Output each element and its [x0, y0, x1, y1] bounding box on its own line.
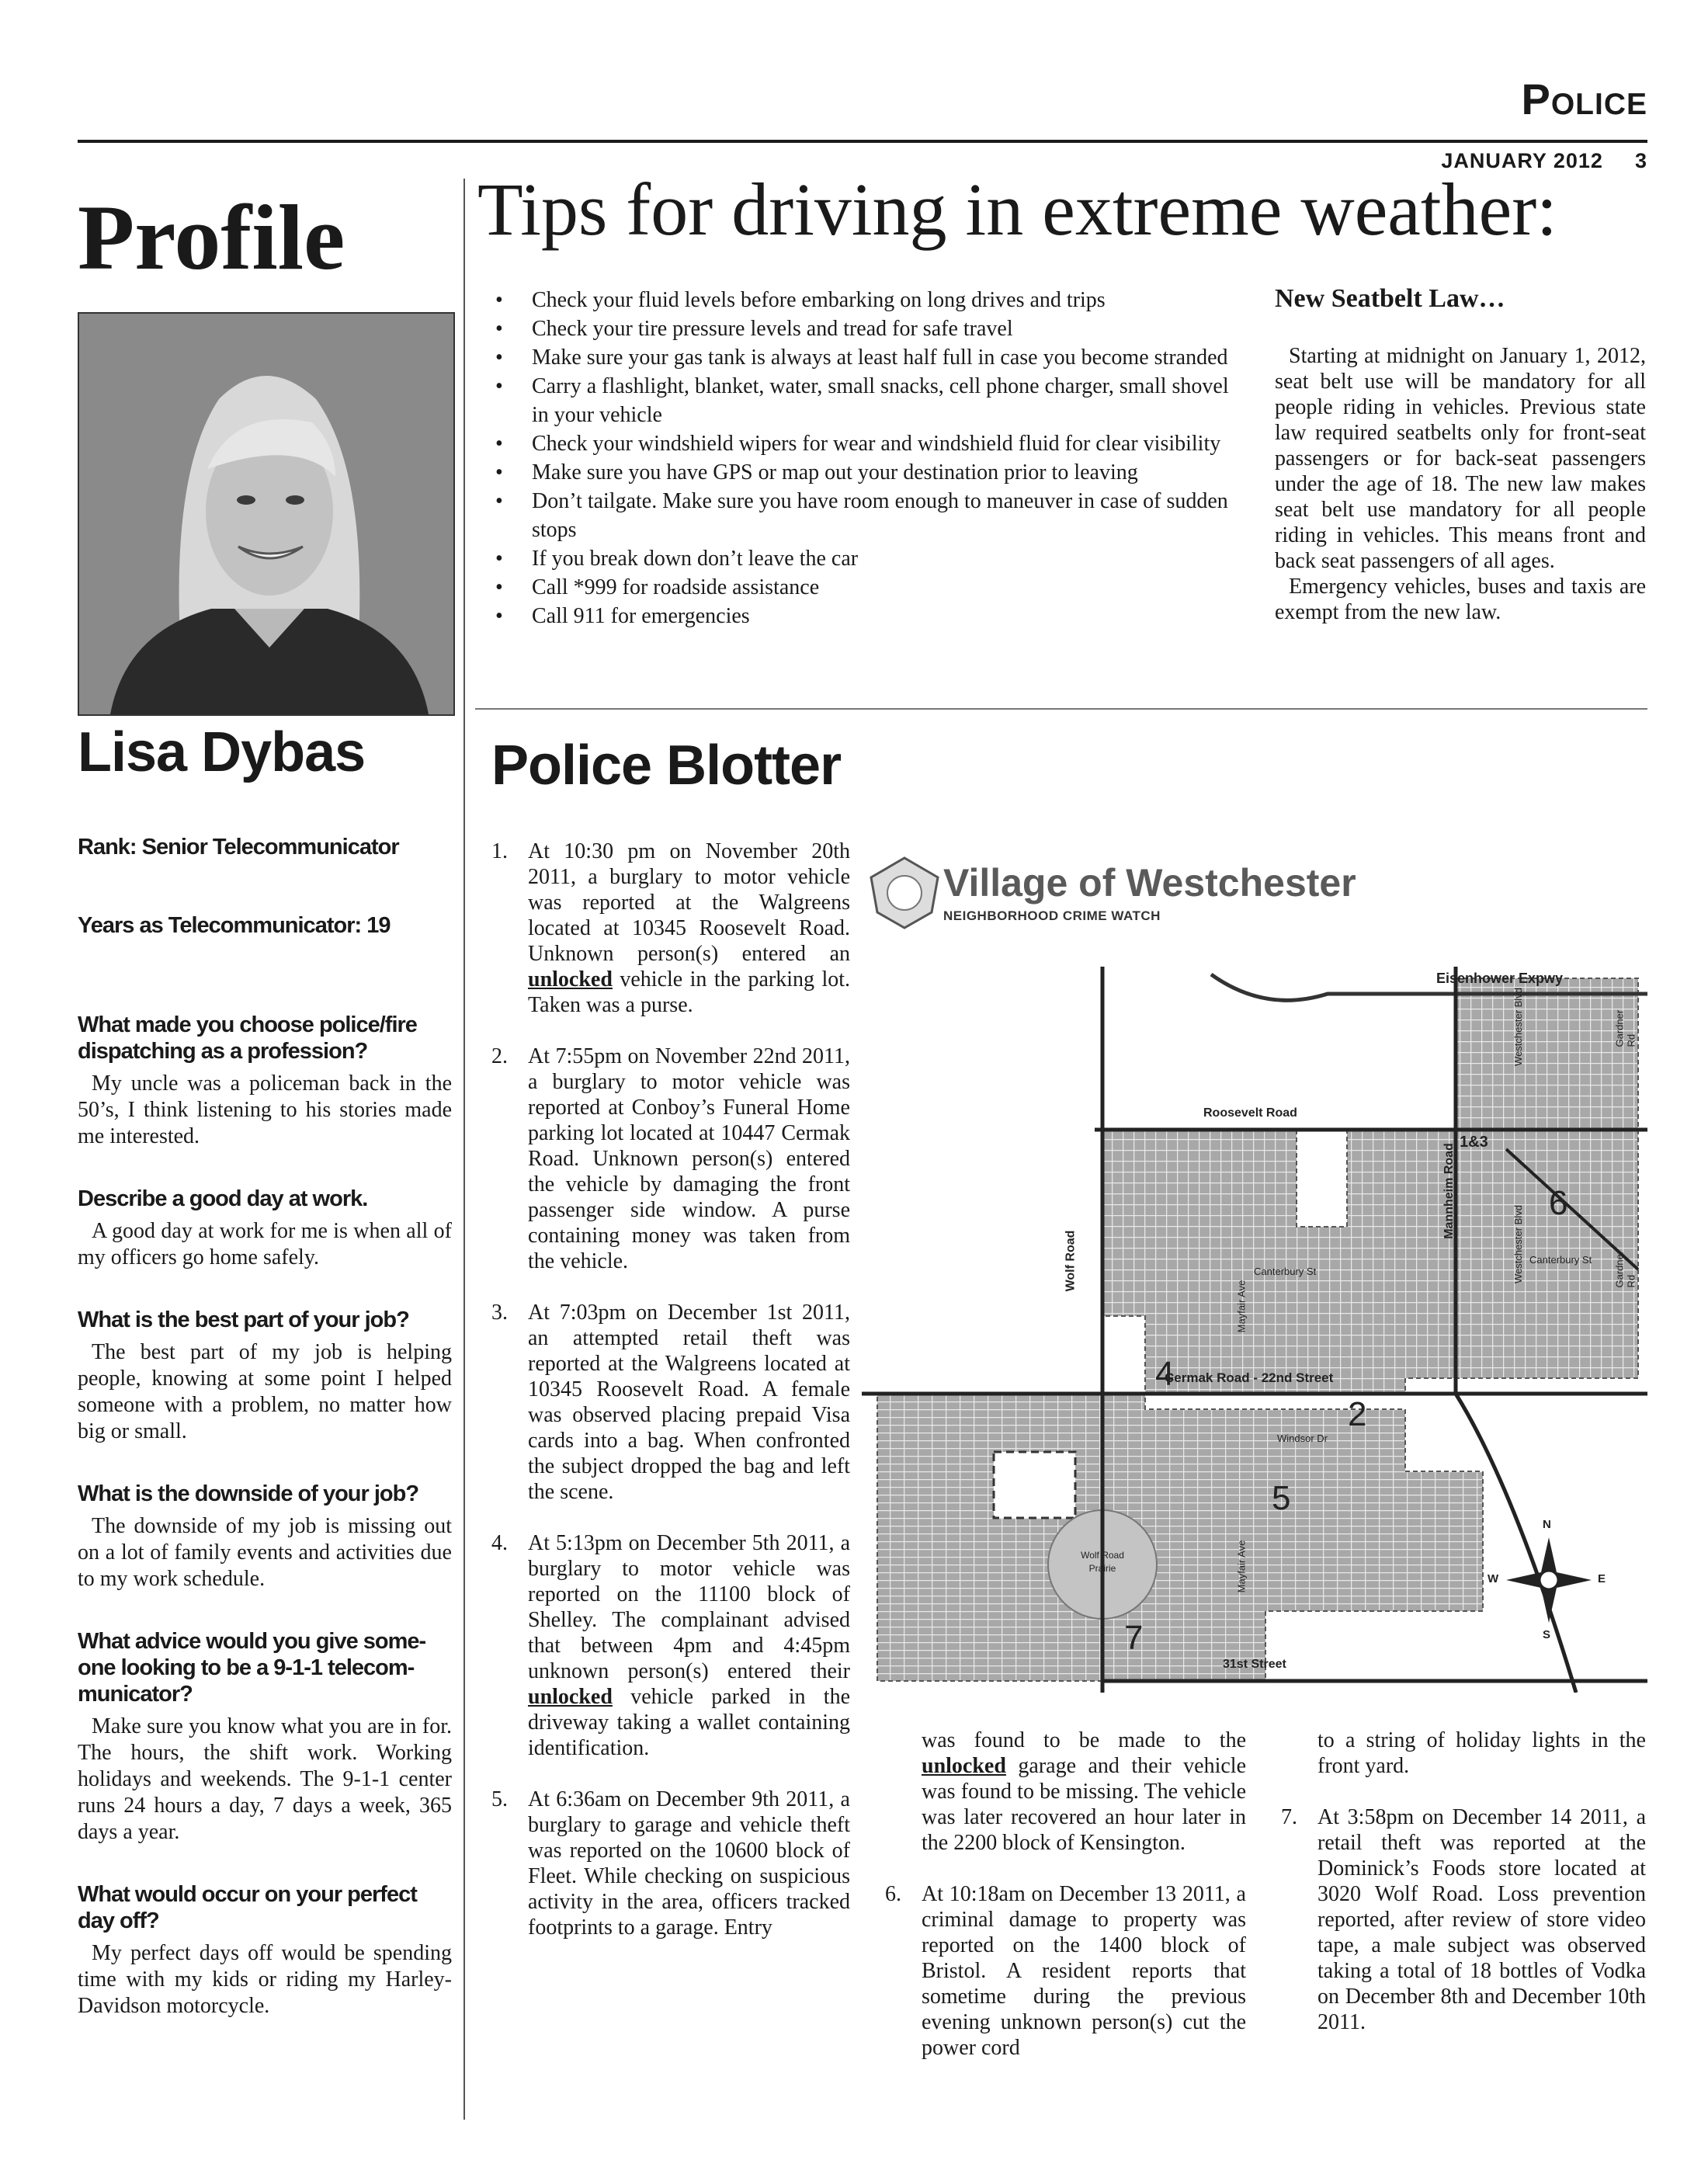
qa-block [78, 1307, 452, 1445]
question: Describe a good day at work. [78, 1186, 368, 1211]
blotter-entry-continued [885, 1728, 1246, 1856]
answer: The best part of my job is helping people, knowing at some point I helped someone with a problem, no matter how big or small. [78, 1340, 452, 1443]
label-mannheim: Mannheim Road [1442, 1143, 1456, 1239]
blotter-entry [491, 1787, 850, 1940]
page-number: 3 [1634, 149, 1647, 172]
profile-rank: Rank: Senior Telecommunicator [78, 835, 399, 860]
tip-item: • If you break down don’t leave the car [489, 544, 1250, 573]
crime-marker: 5 [1272, 1479, 1291, 1517]
header-rule [78, 140, 1647, 143]
crime-marker: 4 [1155, 1355, 1175, 1393]
profile-years: Years as Telecommunicator: 19 [78, 913, 391, 938]
tip-item: • Don’t tailgate. Make sure you have room enough to maneuver in case of sudden stops [489, 487, 1250, 544]
tips-rule [475, 708, 1647, 710]
label-gardner-south: Gardner Rd [1613, 1250, 1637, 1288]
entry-text: was found to be made to the [922, 1728, 1246, 1752]
compass-w: W [1488, 1572, 1499, 1585]
tip-item: • Check your fluid levels before embarking on long drives and trips [489, 286, 1250, 314]
entry-text: At 7:55pm on November 22nd 2011, a burglary to motor vehicle was reported at Conboy’s Funeral Home parking lot located at 10447 Cermak Road. Unknown person(s) entered the vehicle by damaging the front passenger side window. A purse containing money was taken from the vehicle. [528, 1044, 850, 1273]
qa-block [78, 1481, 452, 1592]
entry-emphasis: unlocked [922, 1754, 1006, 1778]
label-canterbury-east: Canterbury St [1529, 1254, 1592, 1266]
label-roosevelt: Roosevelt Road [1203, 1106, 1297, 1120]
blotter-heading: Police Blotter [491, 735, 842, 797]
label-prairie: Wolf Road Prairie [1081, 1550, 1124, 1574]
tip-item: • Check your tire pressure levels and tread for safe travel [489, 314, 1250, 343]
map-subtitle: NEIGHBORHOOD CRIME WATCH [943, 908, 1161, 923]
entry-text: At 10:18am on December 13 2011, a criminal damage to property was reported on the 1400 block of Bristol. A resident reports that sometime during the previous evening unknown person(s) cut the power cord [922, 1882, 1246, 2060]
crime-marker: 6 [1549, 1184, 1568, 1222]
qa-block [78, 1186, 452, 1271]
entry-text: At 10:30 pm on November 20th 2011, a burglary to motor vehicle was reported at the Walgreens located at 10345 Roosevelt Road. Unknown person(s) entered an [528, 839, 850, 966]
blotter-column-3 [1281, 1728, 1646, 2061]
map-title: Village of Westchester [943, 861, 1356, 905]
profile-heading: Profile [78, 186, 345, 289]
question: What is the downside of your job? [78, 1481, 419, 1506]
tip-item: • Make sure you have GPS or map out your destination prior to leaving [489, 458, 1250, 487]
blotter-entry [491, 1044, 850, 1274]
entry-number: 3. [491, 1301, 508, 1325]
qa-block [78, 1628, 452, 1846]
entry-text: At 6:36am on December 9th 2011, a burglary to garage and vehicle theft was reported on the 10600 block of Fleet. While checking on suspicious activity in the area, officers tracked footprints to a garage. Entry [528, 1787, 850, 1940]
seatbelt-paragraph: Emergency vehicles, buses and taxis are exempt from the new law. [1275, 575, 1646, 624]
question: What would occur on your perfect day off? [78, 1882, 417, 1933]
blotter-entry [491, 1530, 850, 1761]
entry-text: At 3:58pm on December 14 2011, a retail theft was reported at the Dominick’s Foods store located at 3020 Wolf Road. Loss prevention reported, after review of store video tape, a male subject was observed taking a total of 18 bottles of Vodka on December 8th and December 10th 2011. [1317, 1805, 1646, 2034]
compass-s: S [1543, 1628, 1551, 1641]
tip-item: • Check your windshield wipers for wear and windshield fluid for clear visibility [489, 429, 1250, 458]
label-gardner-north: Gardner Rd [1613, 1009, 1637, 1047]
question: What is the best part of your job? [78, 1308, 409, 1332]
entry-text: vehicle in the parking lot. Taken was a purse. [528, 967, 850, 1017]
entry-number: 5. [491, 1787, 508, 1811]
label-eisenhower: Eisenhower Expwy [1436, 971, 1564, 986]
blotter-entry [491, 839, 850, 1018]
blotter-entry-continued [1281, 1728, 1646, 1779]
label-31st: 31st Street [1223, 1658, 1286, 1671]
tips-list [489, 286, 1250, 630]
compass-e: E [1598, 1572, 1606, 1585]
answer: Make sure you know what you are in for. The hours, the shift work. Working holidays and weekends. The 9-1-1 center runs 24 hours a day, 7 days a week, 365 days a year. [78, 1714, 452, 1844]
column-divider [463, 179, 465, 2120]
answer: My perfect days off would be spending time with my kids or riding my Harley-Davidson motorcycle. [78, 1941, 452, 2018]
label-westchester-south: Westchester Blvd [1512, 1205, 1524, 1283]
entry-number: 6. [885, 1882, 901, 1906]
tip-item: • Call *999 for roadside assistance [489, 573, 1250, 602]
entry-emphasis: unlocked [528, 1685, 613, 1709]
blotter-entry [1281, 1804, 1646, 2035]
entry-emphasis: unlocked [528, 967, 613, 991]
answer: The downside of my job is missing out on a lot of family events and activities due to my work schedule. [78, 1514, 452, 1591]
crime-marker: 2 [1348, 1395, 1367, 1433]
open-area [994, 1452, 1075, 1518]
entry-text: At 5:13pm on December 5th 2011, a burglary to motor vehicle was reported on the 11100 block of Shelley. The complainant advised that between 4pm and 4:45pm unknown person(s) entered their [528, 1531, 850, 1683]
label-mayfair-south: Mayfair Ave [1235, 1540, 1248, 1593]
blotter-column-2 [885, 1728, 1246, 2086]
qa-block [78, 1012, 452, 1150]
label-windsor: Windsor Dr [1277, 1433, 1328, 1444]
answer: My uncle was a policeman back in the 50’s, I think listening to his stories made me interested. [78, 1071, 452, 1148]
entry-number: 2. [491, 1044, 508, 1068]
blotter-entry [885, 1881, 1246, 2061]
profile-name: Lisa Dybas [78, 721, 366, 783]
entry-text: vehicle parked in the driveway taking a wallet containing identification. [528, 1685, 850, 1760]
profile-qa [78, 835, 452, 2055]
portrait-photo [78, 312, 455, 716]
label-canterbury-west: Canterbury St [1254, 1266, 1317, 1277]
label-wolf-road: Wolf Road [1064, 1230, 1078, 1292]
question: What advice would you give some-one looking to be a 9-1-1 telecom-municator? [78, 1629, 426, 1707]
section-title: Police [1521, 75, 1647, 123]
issue-date: JANUARY 2012 [1441, 149, 1603, 172]
seatbelt-body [1275, 343, 1646, 625]
entry-text: to a string of holiday lights in the front yard. [1317, 1728, 1646, 1778]
tips-heading: Tips for driving in extreme weather: [477, 168, 1557, 251]
crime-watch-map [862, 835, 1647, 1693]
label-cermak: Cermak Road - 22nd Street [1165, 1370, 1334, 1385]
entry-text: garage and their vehicle was found to be missing. The vehicle was later recovered an hour later in the 2200 block of Kensington. [922, 1754, 1246, 1855]
qa-block [78, 1881, 452, 2019]
blotter-column-1 [491, 839, 850, 1966]
tip-item: • Make sure your gas tank is always at least half full in case you become stranded [489, 343, 1250, 372]
entry-number: 4. [491, 1531, 508, 1555]
entry-text: At 7:03pm on December 1st 2011, an attempted retail theft was reported at the Walgreens located at 10345 Roosevelt Road. A female was observed placing prepaid Visa cards into a bag. When confronted the subject dropped the bag and left the scene. [528, 1301, 850, 1504]
question: What made you choose police/fire dispatching as a profession? [78, 1012, 417, 1064]
seatbelt-paragraph: Starting at midnight on January 1, 2012, seat belt use will be mandatory for all people riding in vehicles. Previous state law required seatbelts only for front-seat passengers or for back-seat passengers under the age of 18. The new law makes seat belt use mandatory for all people riding in vehicles. This means front and back seat passengers of all ages. [1275, 344, 1646, 573]
entry-number: 1. [491, 839, 508, 863]
crime-marker: 7 [1124, 1619, 1144, 1657]
tip-item: • Call 911 for emergencies [489, 602, 1250, 630]
blotter-entry [491, 1300, 850, 1505]
seatbelt-title: New Seatbelt Law… [1275, 284, 1505, 313]
label-mayfair-north: Mayfair Ave [1235, 1280, 1248, 1333]
crime-marker: 1&3 [1460, 1134, 1488, 1151]
tip-item: • Carry a flashlight, blanket, water, small snacks, cell phone charger, small shovel in your vehicle [489, 372, 1250, 429]
compass-n: N [1543, 1518, 1551, 1531]
portrait-illustration [79, 314, 453, 714]
answer: A good day at work for me is when all of my officers go home safely. [78, 1219, 452, 1269]
entry-number: 7. [1281, 1805, 1297, 1829]
label-westchester-north: Westchester Blvd [1512, 988, 1524, 1066]
